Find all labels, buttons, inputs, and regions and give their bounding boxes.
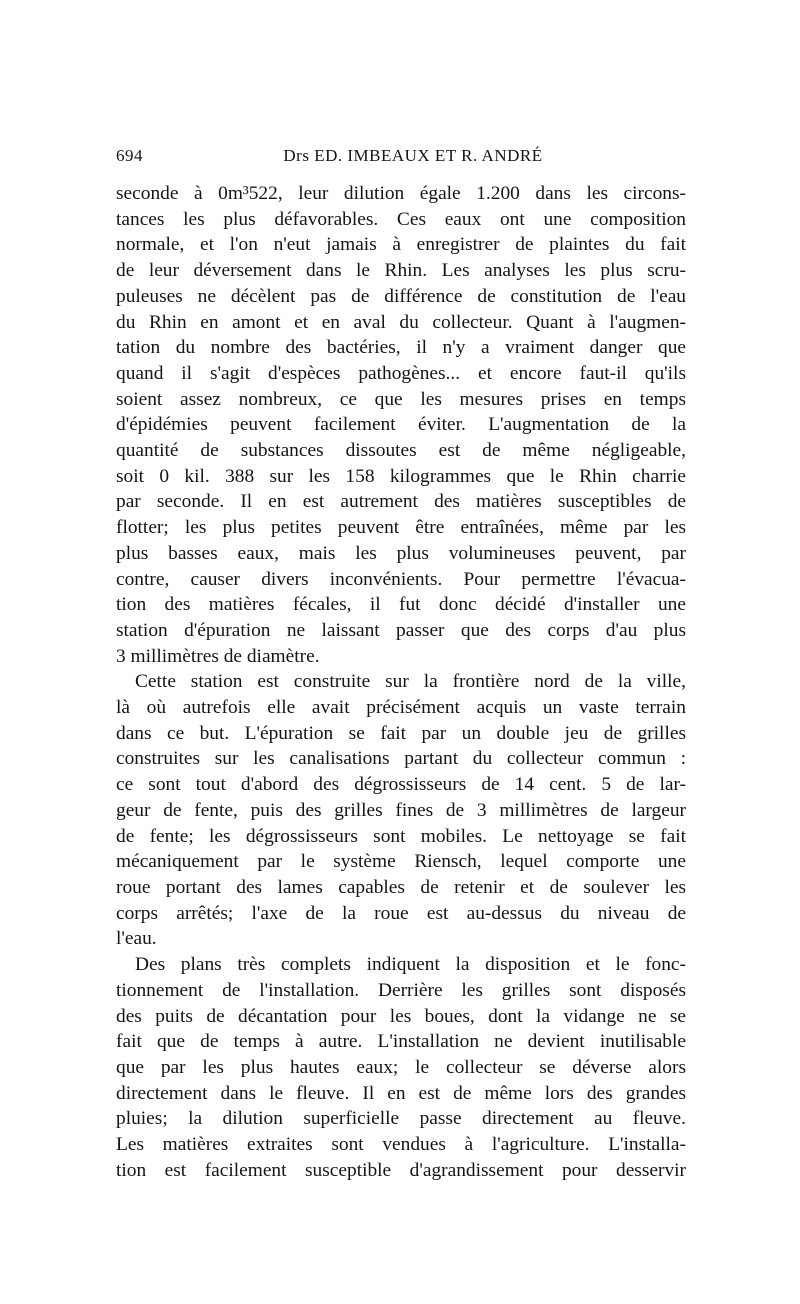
text-line: construites sur les canalisations partant du collecteur commun : — [116, 748, 686, 770]
text-line: soient assez nombreux, ce que les mesures prises en temps — [116, 388, 686, 410]
text-line: soit 0 kil. 388 sur les 158 kilogrammes que le Rhin charrie — [116, 465, 686, 487]
text-line: par seconde. Il en est autrement des matières susceptibles de — [116, 491, 686, 513]
header-title: Drs ED. IMBEAUX ET R. ANDRÉ — [283, 146, 543, 165]
text-line: contre, causer divers inconvénients. Pour permettre l'évacua- — [116, 568, 686, 590]
paragraph-1 — [116, 181, 686, 669]
text-line: roue portant des lames capables de retenir et de soulever les — [116, 876, 686, 898]
text-line: quand il s'agit d'espèces pathogènes... et encore faut-il qu'ils — [116, 362, 686, 384]
text-line: dans ce but. L'épuration se fait par un double jeu de grilles — [116, 722, 686, 744]
text-line: Les matières extraites sont vendues à l'agriculture. L'installa- — [116, 1134, 686, 1156]
text-line: du Rhin en amont et en aval du collecteur. Quant à l'augmen- — [116, 311, 686, 333]
text-line: l'eau. — [116, 928, 157, 950]
text-line: pluies; la dilution superficielle passe directement au fleuve. — [116, 1108, 686, 1130]
text-line: ce sont tout d'abord des dégrossisseurs de 14 cent. 5 de lar- — [116, 774, 686, 796]
text-line: là où autrefois elle avait précisément acquis un vaste terrain — [116, 697, 686, 719]
text-line: tion est facilement susceptible d'agrandissement pour desservir — [116, 1159, 686, 1181]
document-page — [116, 146, 686, 1183]
paragraph-3 — [116, 952, 686, 1183]
text-line: fait que de temps à autre. L'installation ne devient inutilisable — [116, 1031, 686, 1053]
text-line: flotter; les plus petites peuvent être entraînées, même par les — [116, 517, 686, 539]
text-line: tionnement de l'installation. Derrière les grilles sont disposés — [116, 979, 686, 1001]
text-line: tances les plus défavorables. Ces eaux ont une composition — [116, 208, 686, 230]
text-line: corps arrêtés; l'axe de la roue est au-dessus du niveau de — [116, 902, 686, 924]
text-line: de leur déversement dans le Rhin. Les analyses les plus scru- — [116, 260, 686, 282]
text-line: seconde à 0m³522, leur dilution égale 1.200 dans les circons- — [116, 183, 686, 204]
text-line: d'épidémies peuvent facilement éviter. L'augmentation de la — [116, 414, 686, 436]
text-line: 3 millimètres de diamètre. — [116, 645, 320, 667]
text-line: plus basses eaux, mais les plus volumineuses peuvent, par — [116, 542, 686, 564]
text-line: normale, et l'on n'eut jamais à enregistrer de plaintes du fait — [116, 234, 686, 256]
text-line: que par les plus hautes eaux; le collecteur se déverse alors — [116, 1056, 686, 1078]
body-text — [116, 181, 686, 1183]
text-line: quantité de substances dissoutes est de même négligeable, — [116, 440, 686, 462]
paragraph-2 — [116, 669, 686, 952]
text-line: puleuses ne décèlent pas de différence de constitution de l'eau — [116, 285, 686, 307]
text-line: Des plans très complets indiquent la disposition et le fonc- — [135, 954, 686, 976]
text-line: Cette station est construite sur la frontière nord de la ville, — [135, 671, 686, 693]
text-line: directement dans le fleuve. Il en est de même lors des grandes — [116, 1082, 686, 1104]
text-line: de fente; les dégrossisseurs sont mobiles. Le nettoyage se fait — [116, 825, 686, 847]
text-line: des puits de décantation pour les boues, dont la vidange ne se — [116, 1005, 686, 1027]
text-line: tation du nombre des bactéries, il n'y a vraiment danger que — [116, 337, 686, 359]
text-line: geur de fente, puis des grilles fines de 3 millimètres de largeur — [116, 799, 686, 821]
text-line: tion des matières fécales, il fut donc décidé d'installer une — [116, 594, 686, 616]
text-line: station d'épuration ne laissant passer que des corps d'au plus — [116, 619, 686, 641]
page-number: 694 — [116, 146, 143, 165]
text-line: mécaniquement par le système Riensch, lequel comporte une — [116, 851, 686, 873]
running-header — [116, 146, 686, 172]
